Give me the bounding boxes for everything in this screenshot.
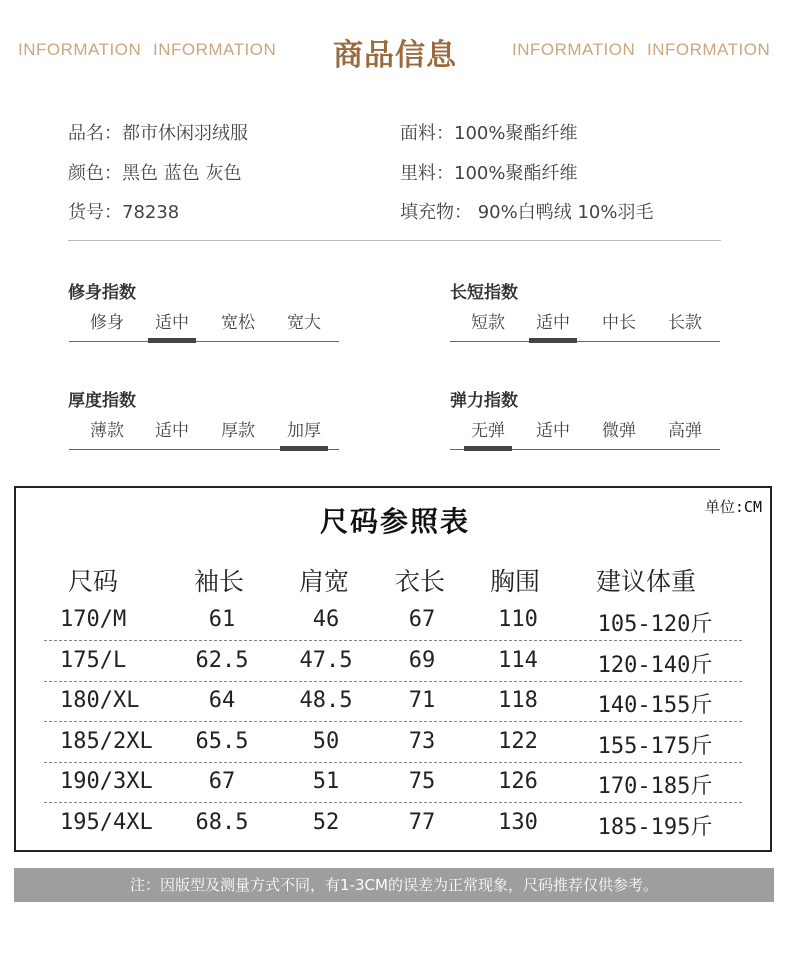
size-cell: 185/2XL xyxy=(60,728,153,754)
product-lining: 里料：100%聚酯纤维 xyxy=(400,163,578,184)
measure-cell: 75 xyxy=(408,769,436,795)
length-option: 适中 xyxy=(527,309,579,337)
measure-cell: 73 xyxy=(408,728,436,754)
thickness-option: 加厚 xyxy=(278,417,330,445)
size-cell: 190/3XL xyxy=(60,769,153,795)
page-title: 商品信息 xyxy=(333,38,457,73)
info-label-left-1: INFORMATION xyxy=(18,40,142,59)
info-label-right-1: INFORMATION xyxy=(512,40,636,59)
product-item-no: 货号：78238 xyxy=(68,202,180,223)
product-colors: 颜色：黑色 蓝色 灰色 xyxy=(68,163,242,184)
length-option: 短款 xyxy=(471,313,505,333)
disclaimer-note: 注：因版型及测量方式不同，有1-3CM的误差为正常现象，尺码推荐仅供参考。 xyxy=(14,868,774,902)
fit-option: 宽大 xyxy=(287,313,321,333)
size-cell: 180/XL xyxy=(60,688,140,714)
selected-indicator xyxy=(529,338,577,343)
measure-cell: 122 xyxy=(498,728,538,754)
measure-cell: 114 xyxy=(498,647,538,673)
measure-cell: 65.5 xyxy=(195,728,249,754)
measure-cell: 170-185斤 xyxy=(597,774,713,800)
size-chart-unit: 单位:CM xyxy=(704,498,762,516)
elasticity-index-options xyxy=(450,417,720,450)
product-filling: 填充物： 90%白鸭绒 10%羽毛 xyxy=(400,202,654,223)
measure-cell: 105-120斤 xyxy=(597,612,713,637)
length-index-options xyxy=(450,309,720,342)
measure-cell: 69 xyxy=(408,647,436,673)
elasticity-option: 高弹 xyxy=(668,421,702,441)
elasticity-option: 适中 xyxy=(536,421,570,441)
measure-cell: 71 xyxy=(408,688,436,714)
selected-indicator xyxy=(464,446,512,451)
measure-cell: 64 xyxy=(208,688,236,714)
thickness-option: 适中 xyxy=(155,421,189,441)
fit-option: 宽松 xyxy=(221,313,255,333)
measure-cell: 77 xyxy=(408,810,436,835)
info-label-right-2: INFORMATION xyxy=(647,40,771,59)
thickness-index-options xyxy=(69,417,339,450)
measure-cell: 67 xyxy=(408,607,436,632)
length-index-title: 长短指数 xyxy=(450,283,518,303)
measure-cell: 68.5 xyxy=(195,810,249,835)
size-cell: 175/L xyxy=(60,647,127,673)
measure-cell: 185-195斤 xyxy=(597,815,713,840)
length-option: 长款 xyxy=(668,313,702,333)
col-header-weight: 建议体重 xyxy=(596,567,697,596)
col-header-length: 衣长 xyxy=(395,567,446,596)
row-divider xyxy=(44,802,742,803)
size-cell: 170/M xyxy=(60,607,127,632)
thickness-option: 厚款 xyxy=(221,421,255,441)
product-name: 品名：都市休闲羽绒服 xyxy=(68,123,248,144)
measure-cell: 62.5 xyxy=(195,647,249,673)
measure-cell: 155-175斤 xyxy=(597,733,713,759)
selected-indicator xyxy=(148,338,196,343)
info-label-left-2: INFORMATION xyxy=(153,40,277,59)
divider xyxy=(68,240,721,241)
row-divider xyxy=(44,721,742,722)
measure-cell: 50 xyxy=(312,728,340,754)
selected-indicator xyxy=(280,446,328,451)
col-header-chest: 胸围 xyxy=(490,567,541,596)
fit-option: 修身 xyxy=(90,313,124,333)
measure-cell: 130 xyxy=(498,810,538,835)
measure-cell: 110 xyxy=(498,607,538,632)
col-header-shoulder: 肩宽 xyxy=(299,567,350,596)
measure-cell: 118 xyxy=(498,688,538,714)
col-header-size: 尺码 xyxy=(68,567,119,596)
measure-cell: 120-140斤 xyxy=(597,652,713,678)
measure-cell: 126 xyxy=(498,769,538,795)
thickness-index-title: 厚度指数 xyxy=(68,391,136,411)
measure-cell: 47.5 xyxy=(299,647,353,673)
measure-cell: 61 xyxy=(208,607,236,632)
col-header-sleeve: 袖长 xyxy=(194,567,245,596)
measure-cell: 67 xyxy=(208,769,236,795)
measure-cell: 52 xyxy=(312,810,340,835)
fit-index-title: 修身指数 xyxy=(68,283,136,303)
fit-index-options xyxy=(69,309,339,342)
elasticity-option: 无弹 xyxy=(462,417,514,445)
fit-option: 适中 xyxy=(146,309,198,337)
row-divider xyxy=(44,762,742,763)
measure-cell: 48.5 xyxy=(299,688,353,714)
elasticity-option: 微弹 xyxy=(602,421,636,441)
measure-cell: 140-155斤 xyxy=(597,693,713,719)
thickness-option: 薄款 xyxy=(90,421,124,441)
row-divider xyxy=(44,640,742,641)
size-cell: 195/4XL xyxy=(60,810,153,835)
measure-cell: 46 xyxy=(312,607,340,632)
elasticity-index-title: 弹力指数 xyxy=(450,391,518,411)
length-option: 中长 xyxy=(602,313,636,333)
size-chart-title: 尺码参照表 xyxy=(319,505,470,538)
product-fabric: 面料：100%聚酯纤维 xyxy=(400,123,578,144)
measure-cell: 51 xyxy=(312,769,340,795)
row-divider xyxy=(44,681,742,682)
